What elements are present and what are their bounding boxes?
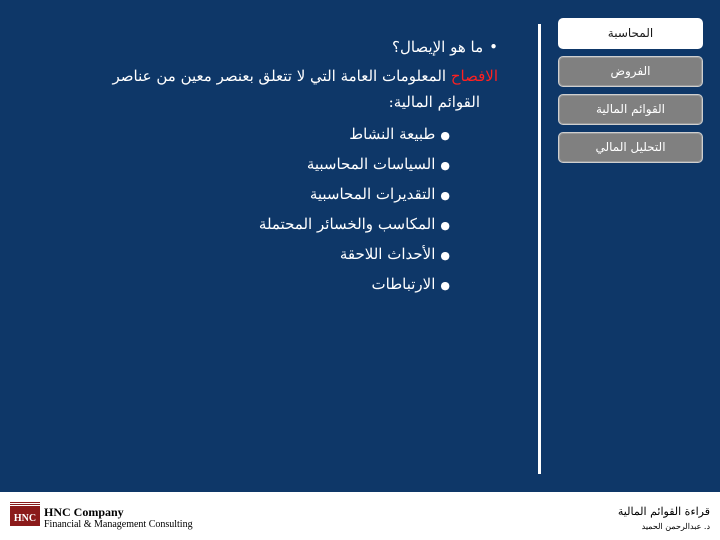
bullet-icon: ● (440, 279, 450, 292)
bullet-icon: ● (440, 189, 450, 202)
side-nav (558, 18, 703, 170)
nav-button-accounting[interactable]: المحاسبة (558, 18, 703, 49)
bullet-icon: • (489, 38, 498, 56)
course-info (618, 504, 710, 534)
list-item: ●طبيعة النشاط (349, 125, 450, 143)
list-item: ●التقديرات المحاسبية (309, 185, 450, 203)
question-text: ما هو الإيصال؟ (392, 38, 484, 56)
company-logo: HNC (10, 506, 40, 526)
nav-button-assumptions[interactable]: الفروض (558, 56, 703, 87)
bullet-icon: ● (440, 219, 450, 232)
slide-content (68, 34, 498, 300)
nav-button-financial-statements[interactable]: القوائم المالية (558, 94, 703, 125)
list-item: ●الأحداث اللاحقة (339, 245, 450, 263)
bullet-icon: ● (440, 249, 450, 262)
definition-highlight: الافصاح (450, 67, 498, 85)
definition-rest: المعلومات العامة التي لا تتعلق بعنصر معين من عناصر (112, 67, 451, 85)
definition-text (68, 64, 498, 88)
list-item: ●الارتباطات (371, 275, 450, 293)
question-line (68, 34, 498, 60)
disclosure-list (68, 120, 498, 300)
footer (0, 492, 720, 540)
bullet-icon: ● (440, 129, 450, 142)
nav-button-financial-analysis[interactable]: التحليل المالي (558, 132, 703, 163)
definition-continuation: القوائم المالية: (388, 93, 480, 111)
list-item: ●السياسات المحاسبية (306, 155, 450, 173)
bullet-icon: ● (440, 159, 450, 172)
list-item: ●المكاسب والخسائر المحتملة (258, 215, 450, 233)
company-info (44, 505, 193, 531)
course-title: قراءة القوائم المالية (617, 505, 710, 518)
company-name: HNC Company (44, 505, 124, 519)
author-name: د. عبدالرحمن الحميد (641, 522, 710, 531)
company-tagline: Financial & Management Consulting (44, 519, 193, 530)
vertical-divider (538, 24, 541, 474)
